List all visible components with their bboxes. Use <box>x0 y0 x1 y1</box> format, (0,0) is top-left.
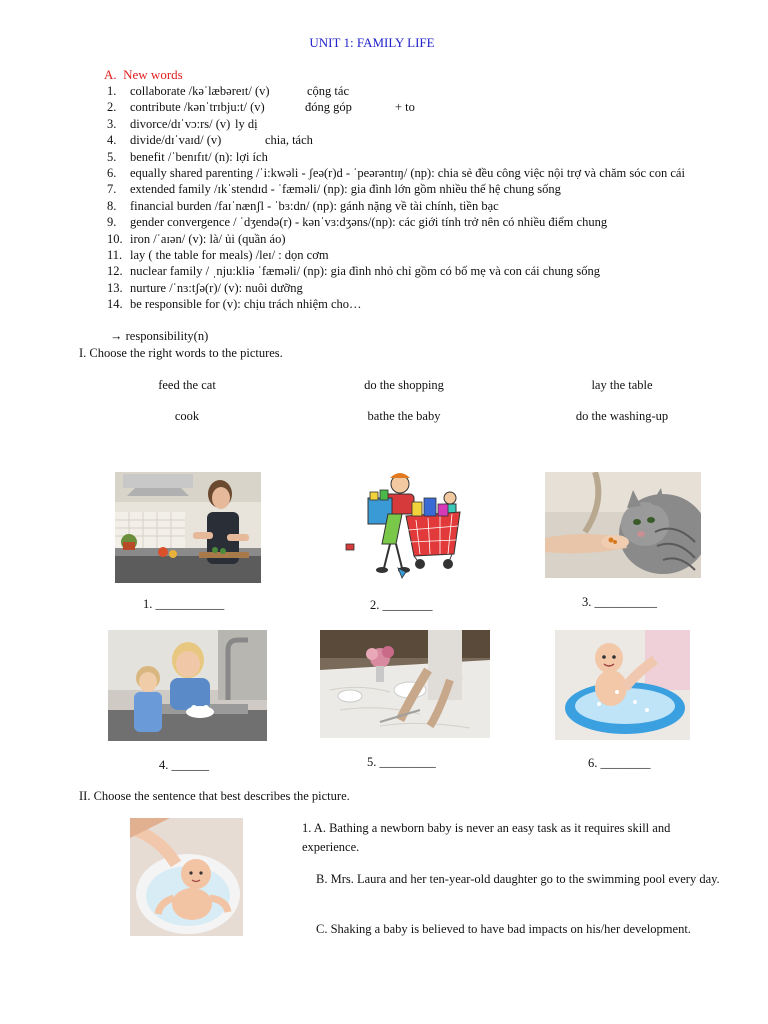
table-setting-photo <box>320 630 490 738</box>
vocab-number: 2. <box>107 100 117 115</box>
vocab-note: + to <box>395 100 415 115</box>
vocab-item <box>107 280 727 296</box>
vocab-item <box>107 231 727 247</box>
vocab-number: 1. <box>107 84 117 98</box>
vocab-text: extended family /ɪkˈstendɪd - ˈfæməli/ (np): gia đình lớn gồm nhiều thế hệ chung sống <box>130 182 561 197</box>
vocab-meaning: chia, tách <box>265 133 313 148</box>
vocab-list <box>107 83 727 313</box>
answer-blank[interactable]: 6. ________ <box>588 756 651 770</box>
shopping-cartoon <box>340 468 468 586</box>
vocab-meaning: cộng tác <box>307 84 349 98</box>
vocab-term: contribute /kənˈtrɪbju:t/ (v) <box>130 100 265 115</box>
word-option: lay the table <box>591 378 653 392</box>
vocab-term: collaborate /kəˈlæbəreɪt/ (v) <box>130 84 270 98</box>
vocab-text: nuclear family / ˌnju:kliə ˈfæməli/ (np): gia đình nhỏ chỉ gồm có bố mẹ và con cái chung sống <box>130 264 601 279</box>
washing-up-photo <box>108 630 267 741</box>
vocab-item <box>107 263 727 279</box>
word-option: feed the cat <box>158 378 216 392</box>
answer-blank[interactable]: 3. __________ <box>582 595 657 609</box>
vocab-text: iron /ˈaɪən/ (v): là/ ủi (quần áo) <box>130 231 286 246</box>
vocab-number: 7. <box>107 182 117 197</box>
vocab-text: nurture /ˈnɜ:tʃə(r)/ (v): nuôi dưỡng <box>130 280 303 295</box>
vocab-number: 13. <box>107 280 123 295</box>
vocab-item <box>107 198 727 214</box>
vocab-number: 9. <box>107 215 117 230</box>
vocab-text: gender convergence / ˈdʒendə(r) - kənˈvɜ:dʒəns/(np): các giới tính trở nên có nhiều điểm chung <box>130 215 608 230</box>
section-1-heading: I. Choose the right words to the pictures. <box>79 346 283 360</box>
answer-blank[interactable]: 1. ___________ <box>143 597 225 611</box>
vocab-number: 3. <box>107 116 117 131</box>
vocab-term: divide/dɪˈvaɪd/ (v) <box>130 133 222 148</box>
vocab-text: be responsible for (v): chịu trách nhiệm cho… <box>130 297 362 312</box>
vocab-item <box>107 181 727 197</box>
section-a-heading: A. New words <box>104 67 183 82</box>
answer-blank[interactable]: 4. ______ <box>159 758 209 772</box>
vocab-text: financial burden /faɪˈnænʃl - ˈbɜ:dn/ (np): gánh nặng về tài chính, tiền bạc <box>130 198 499 213</box>
vocab-item <box>107 83 727 99</box>
vocab-number: 8. <box>107 198 117 213</box>
vocab-term: divorce/dɪˈvɔ:rs/ (v) <box>130 116 231 131</box>
word-option: do the washing-up <box>575 409 669 423</box>
vocab-item <box>107 214 727 230</box>
option-a[interactable]: 1. A. Bathing a newborn baby is never an easy task as it requires skill and experience. <box>302 821 671 854</box>
vocab-number: 6. <box>107 166 117 181</box>
section-2-heading: II. Choose the sentence that best describes the picture. <box>79 789 350 803</box>
vocab-item <box>107 165 727 181</box>
vocab-item <box>107 99 727 115</box>
vocab-text: benefit /ˈbenɪfɪt/ (n): lợi ích <box>130 149 268 164</box>
vocab-item <box>107 247 727 263</box>
vocab-text: equally shared parenting /ˈi:kwəli - ʃeə(r)d - ˈpeərəntɪŋ/ (np): chia sẻ đều công việc nội trợ và chăm sóc con cái <box>130 166 685 181</box>
bathing-baby-photo <box>555 630 690 740</box>
option-b[interactable]: B. Mrs. Laura and her ten-year-old daughter go to the swimming pool every day. <box>316 872 720 886</box>
word-option: do the shopping <box>364 378 444 392</box>
vocab-item <box>107 116 727 132</box>
vocab-number: 10. <box>107 231 123 246</box>
vocab-number: 11. <box>107 248 123 263</box>
vocab-text: lay ( the table for meals) /leɪ/ : dọn cơm <box>130 248 329 263</box>
vocab-item <box>107 132 727 148</box>
answer-blank[interactable]: 2. ________ <box>370 598 433 612</box>
vocab-meaning: đóng góp <box>305 100 352 115</box>
answer-blank[interactable]: 5. _________ <box>367 755 436 769</box>
word-option: cook <box>174 409 200 423</box>
vocab-number: 12. <box>107 264 123 279</box>
vocab-meaning: ly dị <box>235 116 258 131</box>
cat-photo <box>545 472 701 578</box>
vocab-item <box>107 296 727 312</box>
option-c[interactable]: C. Shaking a baby is believed to have bad impacts on his/her development. <box>316 922 691 936</box>
word-option: bathe the baby <box>367 409 441 423</box>
page-title: UNIT 1: FAMILY LIFE <box>309 35 435 50</box>
responsibility-note: → responsibility(n) <box>110 329 209 343</box>
vocab-item <box>107 149 727 165</box>
vocab-number: 4. <box>107 133 117 148</box>
vocab-number: 5. <box>107 149 117 164</box>
vocab-number: 14. <box>107 297 123 312</box>
newborn-bath-photo <box>130 818 243 936</box>
cooking-photo <box>115 472 261 583</box>
